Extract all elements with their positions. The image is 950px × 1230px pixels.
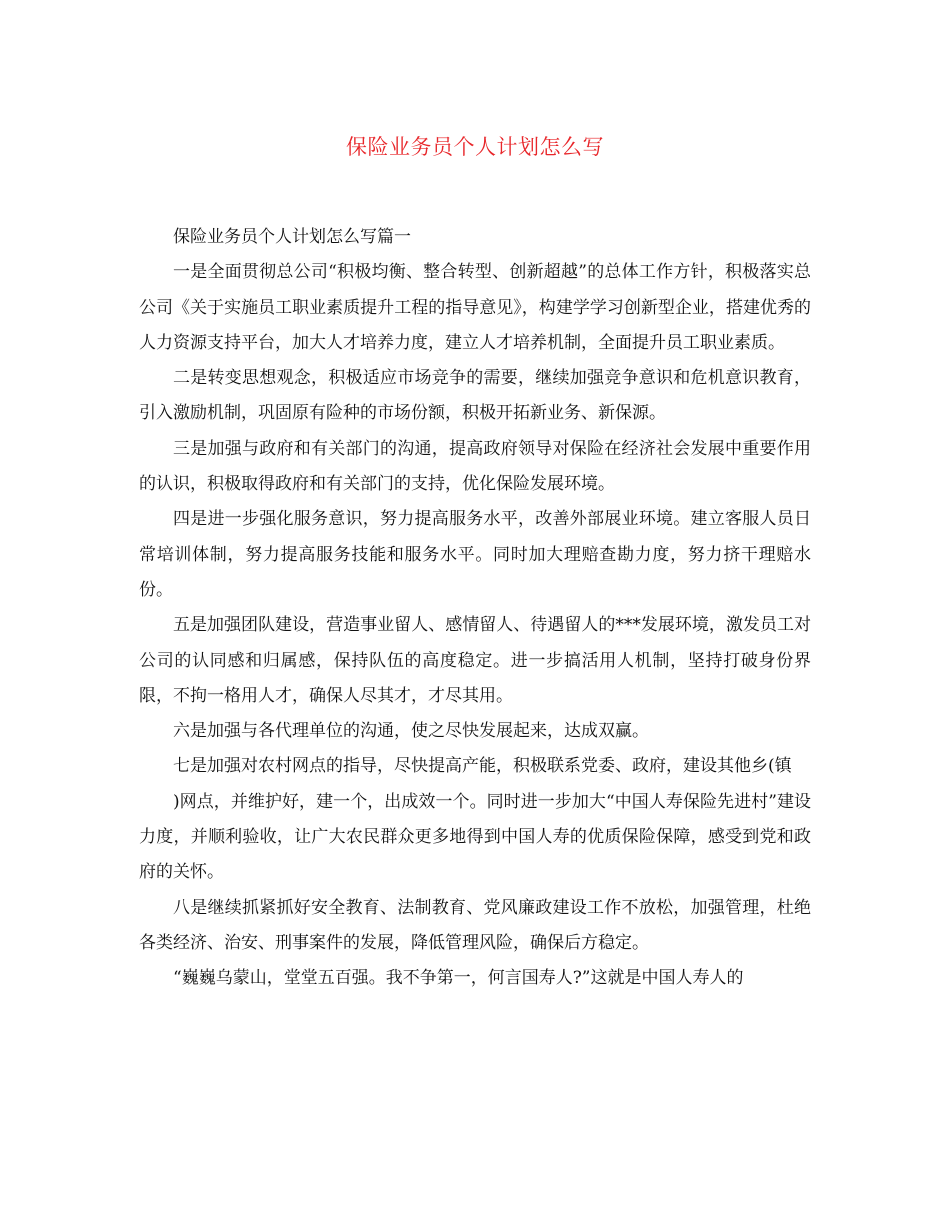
paragraph-5: 五是加强团队建设，营造事业留人、感情留人、待遇留人的***发展环境，激发员工对公司的认同感和归属感，保持队伍的高度稳定。进一步搞活用人机制，坚持打破身份界限，不拘一格用人才，确保人尽其才，才尽其用。	[139, 615, 811, 706]
paragraph-6: 六是加强与各代理单位的沟通，使之尽快发展起来，达成双赢。	[173, 721, 649, 742]
paragraph-1: 一是全面贯彻总公司“积极均衡、整合转型、创新超越”的总体工作方针，积极落实总公司《关于实施员工职业素质提升工程的指导意见》，构建学学习创新型企业，搭建优秀的人力资源支持平台，加大人才培养力度，建立人才培养机制，全面提升员工职业素质。	[139, 262, 811, 353]
paragraph-7: 七是加强对农村网点的指导，尽快提高产能，积极联系党委、政府，建设其他乡(镇	[173, 756, 792, 777]
paragraph-9: “巍巍乌蒙山，堂堂五百强。我不争第一，何言国寿人?”这就是中国人寿人的	[173, 968, 744, 989]
paragraph-3: 三是加强与政府和有关部门的沟通，提高政府领导对保险在经济社会发展中重要作用的认识，积极取得政府和有关部门的支持，优化保险发展环境。	[139, 438, 811, 495]
document-body	[139, 220, 811, 997]
paragraph-heading: 保险业务员个人计划怎么写篇一	[173, 227, 411, 247]
paragraph-8: 八是继续抓紧抓好安全教育、法制教育、党风廉政建设工作不放松，加强管理，杜绝各类经济、治安、刑事案件的发展，降低管理风险，确保后方稳定。	[139, 897, 811, 953]
paragraph-4: 四是进一步强化服务意识，努力提高服务水平，改善外部展业环境。建立客服人员日常培训体制，努力提高服务技能和服务水平。同时加大理赔查勘力度，努力挤干理赔水份。	[139, 509, 811, 600]
paragraph-7-continued: )网点，并维护好，建一个，出成效一个。同时进一步加大“中国人寿保险先进村”建设力度，并顺利验收，让广大农民群众更多地得到中国人寿的优质保险保障，感受到党和政府的关怀。	[139, 791, 811, 883]
paragraph-2: 二是转变思想观念，积极适应市场竞争的需要，继续加强竞争意识和危机意识教育，引入激励机制，巩固原有险种的市场份额，积极开拓新业务、新保源。	[139, 368, 811, 424]
document-title: 保险业务员个人计划怎么写	[346, 135, 604, 159]
